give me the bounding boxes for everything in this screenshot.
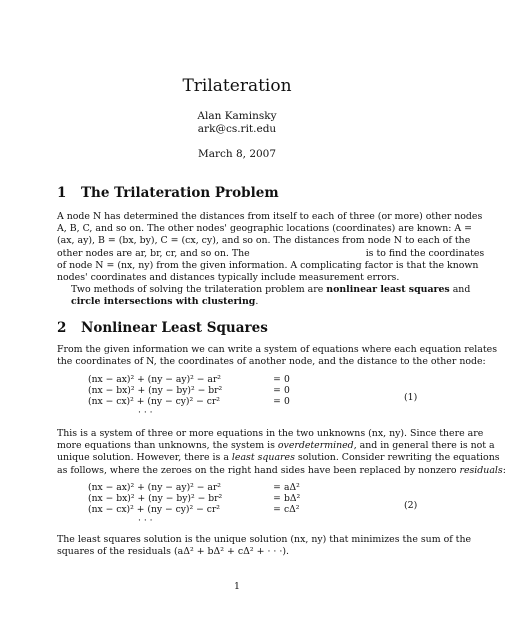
author-name: Alan Kaminsky [197, 110, 277, 122]
paper-title: Trilateration [182, 76, 292, 96]
equation-row: (nx − cx)² + (ny − cy)² − cr² = cΔ² [88, 504, 300, 515]
text-line: as follows, where the zeroes on the right hand sides have been replaced by nonzero residuals: [57, 464, 506, 476]
section2-paragraph-1 [57, 344, 498, 368]
section1-paragraph [57, 211, 485, 309]
text-line: squares of the residuals (aΔ² + bΔ² + cΔ² + · · ·). [57, 546, 290, 558]
bold-term: circle intersections with clustering [71, 296, 256, 308]
equation-row: (nx − bx)² + (ny − by)² − br² = bΔ² [88, 493, 301, 504]
equation-number-2: (2) [404, 500, 418, 511]
equation-number-1: (1) [404, 392, 418, 403]
equation-dots: · · · [138, 515, 153, 526]
text-line: (ax, ay), B = (bx, by), C = (cx, cy), and so on. The distances from node N to each of the [57, 235, 471, 247]
section-title: The Trilateration Problem [81, 185, 279, 201]
equation-row: (nx − cx)² + (ny − cy)² − cr² = 0 [88, 396, 290, 407]
equation-row: (nx − ax)² + (ny − ay)² − ar² = aΔ² [88, 482, 300, 493]
section2-paragraph-2 [57, 428, 506, 477]
text-line: circle intersections with clustering. [71, 296, 259, 308]
section-title: Nonlinear Least Squares [81, 320, 268, 336]
italic-term: least squares [231, 452, 295, 464]
text-line: A, B, C, and so on. The other nodes' geographic locations (coordinates) are known: A = [57, 223, 473, 235]
text-line: This is a system of three or more equations in the two unknowns (nx, ny). Since there are [57, 428, 484, 439]
italic-term: overdetermined [277, 440, 354, 452]
equation-dots: · · · [138, 407, 153, 418]
author-email: ark@cs.rit.edu [197, 123, 277, 135]
page-number: 1 [234, 581, 240, 592]
text-line: more equations than unknowns, the system is overdetermined, and in general there is not a [57, 440, 495, 452]
bold-term: nonlinear least squares [326, 284, 450, 296]
text-line: nodes' coordinates and distances typically include measurement errors. [57, 272, 400, 284]
text-line: the coordinates of N, the coordinates of another node, and the distance to the other node: [57, 356, 486, 368]
text-line: A node N has determined the distances from itself to each of three (or more) other nodes [57, 211, 483, 222]
text-line: other nodes are ar, br, cr, and so on. The is to find the coordinates [57, 247, 485, 259]
text-line: The least squares solution is the unique solution (nx, ny) that minimizes the sum of the [57, 534, 472, 545]
text-line: From the given information we can write a system of equations where each equation relates [57, 344, 498, 355]
section-number: 1 [57, 185, 67, 201]
section2-paragraph-3 [57, 534, 472, 558]
text-line: unique solution. However, there is a least squares solution. Consider rewriting the equations [57, 452, 500, 464]
equation-1 [88, 374, 290, 418]
section-heading-2 [57, 320, 268, 336]
section-number: 2 [57, 320, 67, 336]
equation-row: (nx − bx)² + (ny − by)² − br² = 0 [88, 385, 290, 396]
equation-row: (nx − ax)² + (ny − ay)² − ar² = 0 [88, 374, 290, 385]
italic-term: residuals [459, 464, 503, 476]
equation-2 [88, 482, 300, 526]
paper-date: March 8, 2007 [197, 148, 277, 160]
section-heading-1 [57, 185, 279, 201]
text-line: of node N = (nx, ny) from the given information. A complicating factor is that the known [57, 259, 479, 271]
text-line: Two methods of solving the trilateration problem are nonlinear least squares and [71, 284, 471, 296]
